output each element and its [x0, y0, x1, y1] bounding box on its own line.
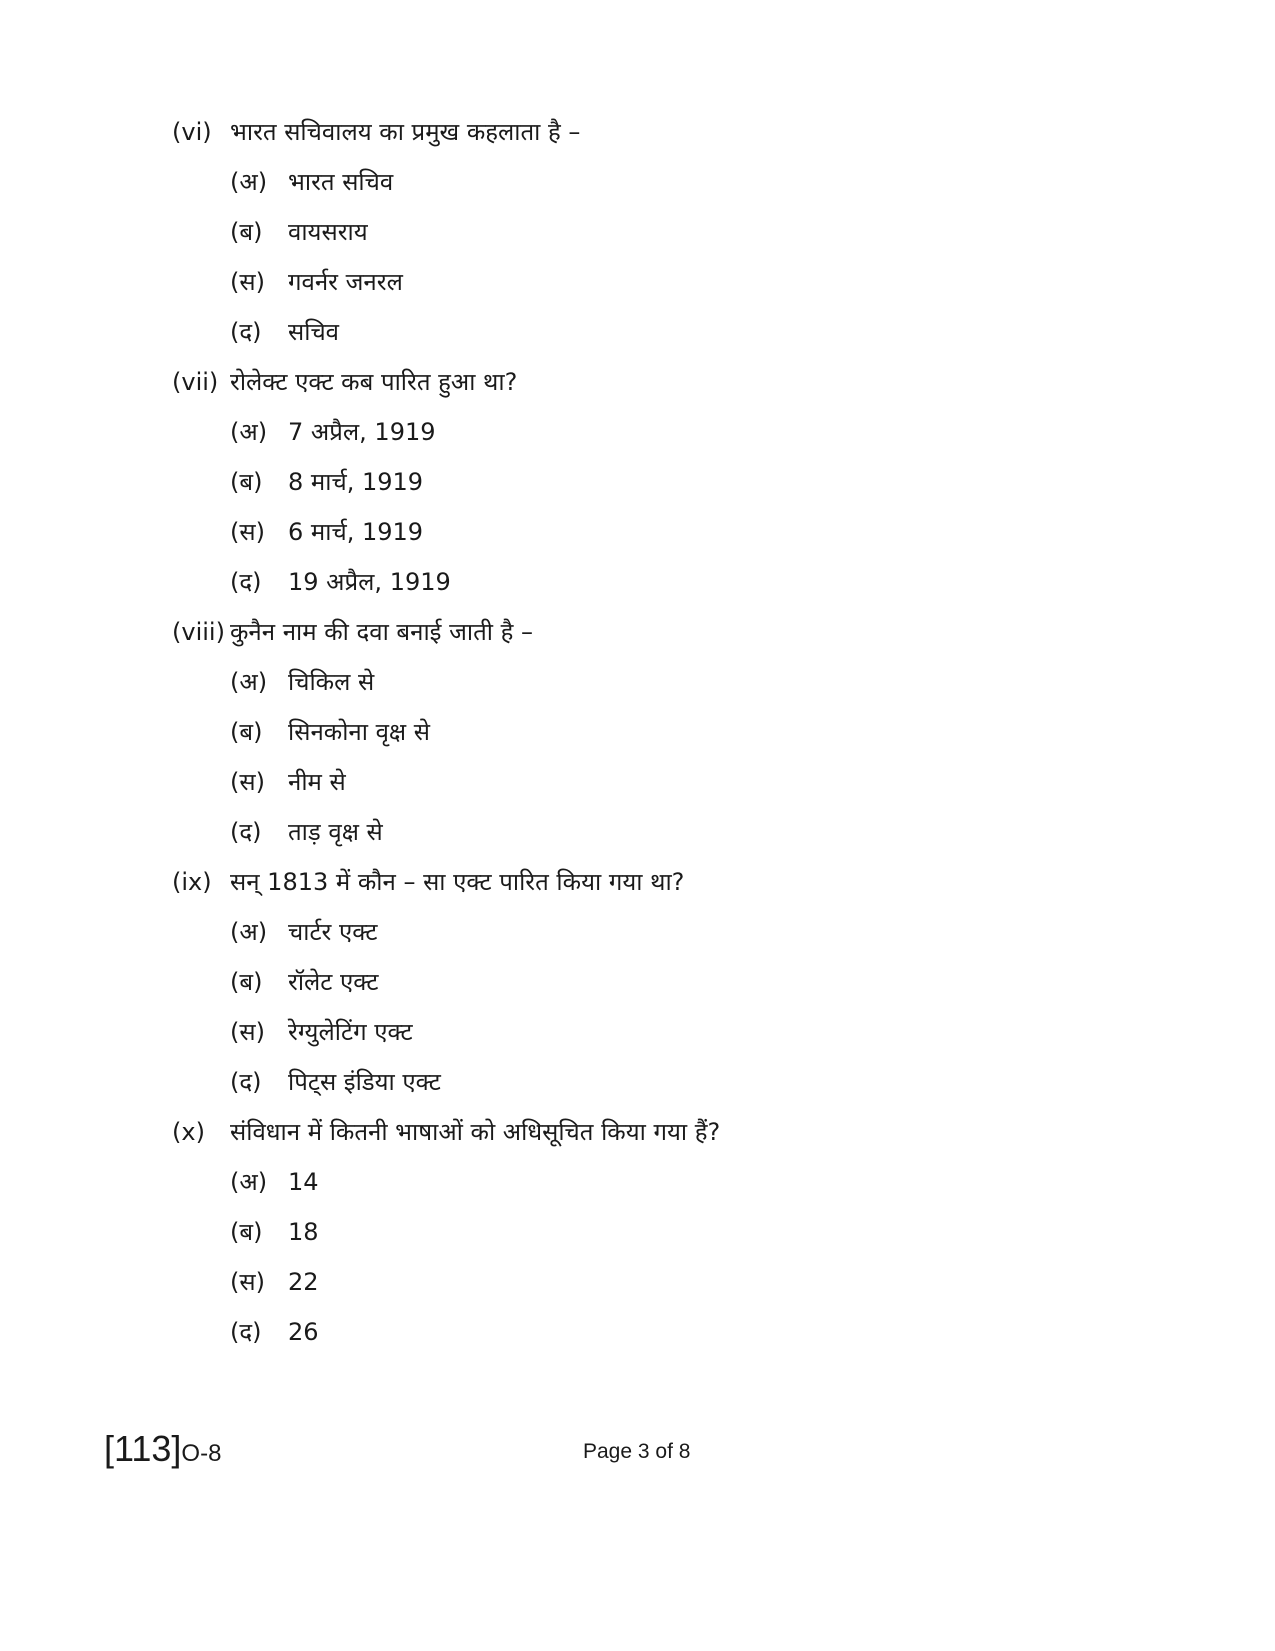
option-a [230, 416, 436, 448]
question-text: संविधान में कितनी भाषाओं को अधिसूचित किया गया हैं? [230, 1118, 721, 1146]
option-label: (ब) [230, 218, 263, 246]
option-text: 6 मार्च, 1919 [288, 518, 424, 546]
option-label: (अ) [230, 668, 268, 696]
question-x [172, 1116, 720, 1148]
option-text: सचिव [288, 318, 340, 346]
option-label: (स) [230, 1268, 265, 1296]
option-label: (अ) [230, 1168, 268, 1196]
question-vi [172, 116, 580, 148]
question-text: सन् 1813 में कौन – सा एक्ट पारित किया गया था? [230, 868, 685, 896]
option-b [230, 716, 430, 748]
option-b [230, 966, 378, 998]
option-text: 8 मार्च, 1919 [288, 468, 424, 496]
option-c [230, 516, 423, 548]
option-text: 26 [288, 1318, 319, 1346]
option-label: (स) [230, 518, 265, 546]
option-text: चार्टर एक्ट [288, 918, 378, 946]
option-c [230, 766, 346, 798]
question-text: भारत सचिवालय का प्रमुख कहलाता है – [230, 118, 581, 146]
option-label: (अ) [230, 418, 268, 446]
option-d [230, 566, 451, 598]
option-label: (ब) [230, 718, 263, 746]
option-d [230, 816, 383, 848]
question-ix [172, 866, 684, 898]
option-text: चिकिल से [288, 668, 375, 696]
option-text: रॉलेट एक्ट [288, 968, 379, 996]
paper-code-suffix: O-8 [181, 1440, 222, 1467]
option-text: 7 अप्रैल, 1919 [288, 418, 436, 446]
option-a [230, 166, 393, 198]
option-label: (द) [230, 318, 262, 346]
page-number: Page 3 of 8 [583, 1440, 691, 1463]
option-b [230, 1216, 319, 1248]
option-d [230, 316, 339, 348]
option-text: 22 [288, 1268, 319, 1296]
option-c [230, 1266, 319, 1298]
option-text: सिनकोना वृक्ष से [288, 718, 430, 746]
option-label: (द) [230, 568, 262, 596]
option-text: वायसराय [288, 218, 368, 246]
option-text: रेग्युलेटिंग एक्ट [288, 1018, 413, 1046]
question-number: (x) [172, 1118, 205, 1146]
option-text: 18 [288, 1218, 319, 1246]
option-text: गवर्नर जनरल [288, 268, 403, 296]
option-d [230, 1066, 441, 1098]
question-number: (vii) [172, 368, 219, 396]
option-label: (स) [230, 268, 265, 296]
option-text: ताड़ वृक्ष से [288, 818, 383, 846]
question-text: रोलेक्ट एक्ट कब पारित हुआ था? [230, 368, 518, 396]
question-number: (vi) [172, 118, 212, 146]
option-label: (ब) [230, 468, 263, 496]
option-label: (द) [230, 1318, 262, 1346]
option-c [230, 266, 403, 298]
option-text: पिट्स इंडिया एक्ट [288, 1068, 441, 1096]
option-text: नीम से [288, 768, 346, 796]
option-c [230, 1016, 413, 1048]
question-number: (ix) [172, 868, 212, 896]
paper-code [104, 1428, 221, 1470]
option-a [230, 666, 374, 698]
option-a [230, 916, 377, 948]
question-text: कुनैन नाम की दवा बनाई जाती है – [230, 618, 534, 646]
option-d [230, 1316, 319, 1348]
option-b [230, 216, 368, 248]
option-label: (ब) [230, 968, 263, 996]
option-text: 19 अप्रैल, 1919 [288, 568, 451, 596]
question-number: (viii) [172, 618, 225, 646]
question-viii [172, 616, 533, 648]
option-label: (द) [230, 1068, 262, 1096]
option-text: 14 [288, 1168, 319, 1196]
option-label: (द) [230, 818, 262, 846]
paper-code-main: [113] [104, 1428, 182, 1469]
option-label: (अ) [230, 168, 268, 196]
option-text: भारत सचिव [288, 168, 394, 196]
option-label: (ब) [230, 1218, 263, 1246]
question-vii [172, 366, 517, 398]
option-b [230, 466, 423, 498]
option-a [230, 1166, 319, 1198]
option-label: (स) [230, 768, 265, 796]
option-label: (स) [230, 1018, 265, 1046]
option-label: (अ) [230, 918, 268, 946]
